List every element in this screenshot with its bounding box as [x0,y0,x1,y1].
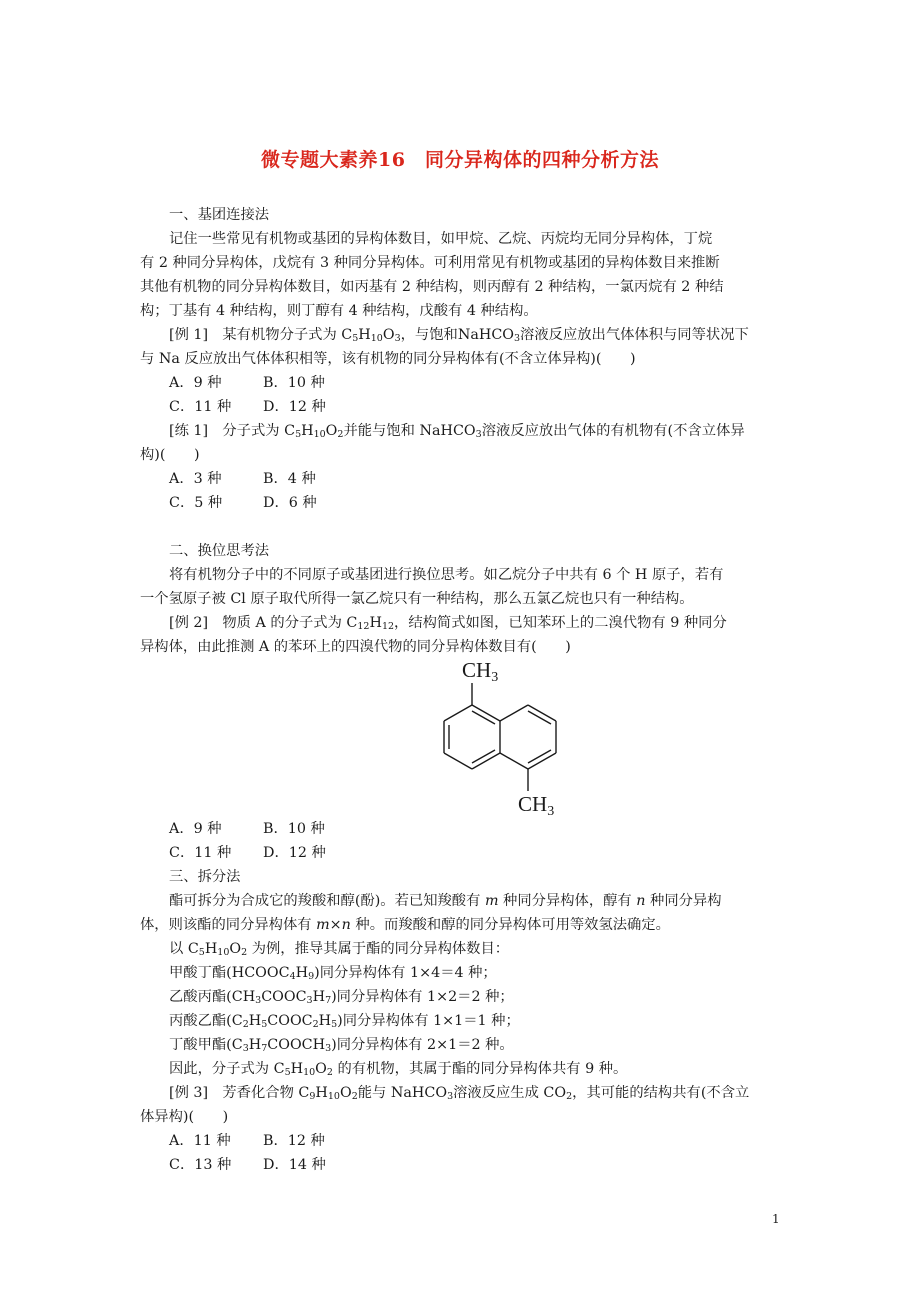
example-label: [例 3] [169,1085,209,1101]
paragraph-line: 将有机物分子中的不同原子或基团进行换位思考。如乙烷分子中共有 6 个 H 原子，若有 [169,567,724,583]
option-d: D．6 种 [263,495,317,511]
methyl-label-bottom: CH3 [518,792,555,817]
dimethylnaphthalene-structure [140,659,800,817]
double-bond [472,711,495,724]
conclusion-line: 因此，分子式为 $C_5H_{10}O_2$ 的有机物，其属于酯的同分异构体共有 9 种。 [169,1061,628,1078]
example-1-options-cd [140,395,800,419]
option-b: B．10 种 [263,375,325,391]
paragraph-line: 其他有机物的同分异构体数目，如丙基有 2 种结构，则丙醇有 2 种结构，一氯丙烷有 2 种结 [140,279,724,295]
page-number: 1 [772,1212,780,1226]
ester-row: 丁酸甲酯$(C_3H_7COOCH_3)$同分异构体有 2×1＝2 种。 [169,1037,514,1054]
ester-row: 乙酸丙酯$(CH_3COOC_3H_7)$同分异构体有 1×2＝2 种； [169,989,514,1006]
example-2-question-cont: 异构体，由此推测 A 的苯环上的四溴代物的同分异构体数目有( ) [140,639,571,655]
practice-1-options-ab [140,467,800,491]
option-b: B．12 种 [263,1133,325,1149]
example-label: [例 1] [169,327,209,343]
bond [500,753,528,769]
practice-1-question-cont: 构)( ) [140,447,200,463]
paragraph-line: 酯可拆分为合成它的羧酸和醇(酚)。若已知羧酸有 m 种同分异构体，醇有 n 种同分异构 [169,893,722,909]
example-2-options-cd [140,841,800,865]
ester-row: 丙酸乙酯$(C_2H_5COOC_2H_5)$同分异构体有 1×1＝1 种； [169,1013,520,1030]
example-2-question: [例 2] 物质 A 的分子式为 $C_{12}H_{12}$，结构简式如图，已知苯环上的二溴代物有 9 种同分 [169,615,727,632]
example-3-options-cd [140,1153,800,1177]
option-d: D．12 种 [263,399,326,415]
paragraph-line: 有 2 种同分异构体，戊烷有 3 种同分异构体。可利用常见有机物或基团的异构体数目来推断 [140,255,720,271]
molecule-diagram [414,659,564,817]
option-a: A．9 种 [169,375,222,391]
option-a: A．9 种 [169,821,222,837]
example-1-question: [例 1] 某有机物分子式为 $C_5H_{10}O_3$，与饱和NaHCO$_3$溶液反应放出气体体积与同等状况下 [169,327,749,344]
paragraph-line: 一个氢原子被 Cl 原子取代所得一氯乙烷只有一种结构，那么五氯乙烷也只有一种结构。 [140,591,694,607]
double-bond [528,711,551,724]
option-c: C．11 种 [169,399,232,415]
ester-row: 甲酸丁酯$(HCOOC_4H_9)$同分异构体有 1×4＝4 种； [169,965,497,982]
example-1-options-ab [140,371,800,395]
section-heading: 一、基团连接法 [169,207,270,223]
option-a: A．11 种 [169,1133,231,1149]
double-bond [472,750,495,763]
paragraph-line: 记住一些常见有机物或基团的异构体数目，如甲烷、乙烷、丙烷均无同分异构体，丁烷 [169,231,713,247]
example-2-options-ab [140,817,800,841]
option-b: B．4 种 [263,471,316,487]
page-title: 微专题大素养16 同分异构体的四种分析方法 [261,149,659,171]
example-1-question-cont: 与 Na 反应放出气体体积相等，该有机物的同分异构体有(不含立体异构)( ) [140,351,636,367]
example-3-question-cont: 体异构)( ) [140,1109,229,1125]
practice-1-options-cd [140,491,800,515]
methyl-label-top: CH3 [462,659,499,685]
bond [500,705,528,721]
option-c: C．11 种 [169,845,232,861]
paragraph-line: 体，则该酯的同分异构体有 m×n 种。而羧酸和醇的同分异构体可用等效氢法确定。 [140,917,670,933]
bond [444,753,472,769]
option-d: D．12 种 [263,845,326,861]
section-heading: 二、换位思考法 [169,543,270,559]
option-d: D．14 种 [263,1157,326,1173]
paragraph-line: 以 $C_5H_{10}O_2$ 为例，推导其属于酯的同分异构体数目： [169,941,510,958]
double-bond [528,750,551,763]
example-label: [例 2] [169,615,209,631]
option-b: B．10 种 [263,821,325,837]
option-c: C．5 种 [169,495,223,511]
option-a: A．3 种 [169,471,222,487]
bond [444,705,472,721]
option-c: C．13 种 [169,1157,232,1173]
paragraph-line: 构；丁基有 4 种结构，则丁醇有 4 种结构，戊酸有 4 种结构。 [140,303,538,319]
practice-1-question: [练 1] 分子式为 $C_5H_{10}O_2$并能与饱和 NaHCO$_3$溶液反应放出气体的有机物有(不含立体异 [169,423,745,440]
section-heading: 三、拆分法 [169,869,241,885]
practice-label: [练 1] [169,423,209,439]
example-3-options-ab [140,1129,800,1153]
example-3-question: [例 3] 芳香化合物 $C_9H_{10}O_2$能与 NaHCO$_3$溶液反应生成 $CO_2$，其可能的结构共有(不含立 [169,1085,750,1102]
document-body [140,203,800,1177]
spacer [140,515,800,539]
